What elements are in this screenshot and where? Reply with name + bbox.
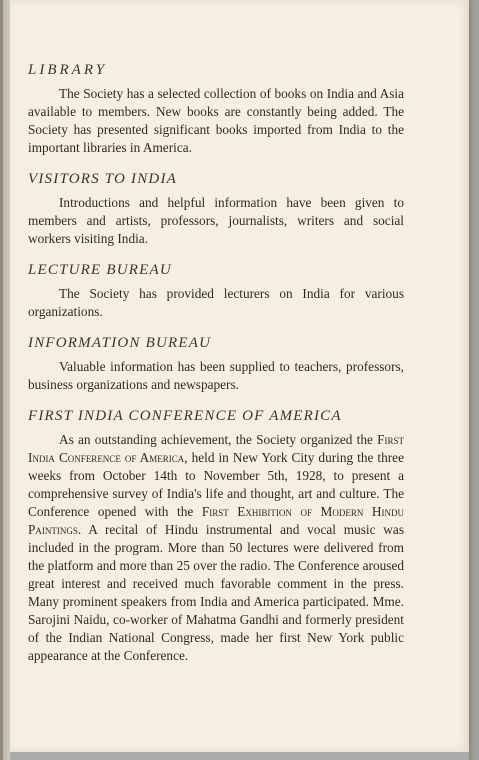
section-conference — [28, 408, 404, 665]
section-text — [28, 431, 404, 665]
exhibition-name: First Exhibition of Modern Hindu Paintings — [28, 504, 404, 537]
section-heading: FIRST INDIA CONFERENCE OF AMERICA — [28, 408, 342, 424]
section-text: Introductions and helpful information have been given to members and artists, professors, journalists, writers and social workers visiting India. — [28, 195, 404, 246]
section-heading: VISITORS TO INDIA — [28, 171, 178, 187]
section-text: Valuable information has been supplied to teachers, professors, business organizations and newspapers. — [28, 359, 404, 392]
conference-name: First India Conference of America — [28, 432, 404, 465]
page-bottom-edge — [10, 752, 469, 760]
text-run: As an outstanding achievement, the Society organized the — [59, 432, 378, 447]
section-heading: INFORMATION BUREAU — [28, 335, 212, 351]
text-run: , held in New York City during the three weeks from October 14th to November 5th, 1928, to present a comprehensive survey of India's life and thought, art and culture. The Conference opened with the — [28, 450, 404, 519]
section-information-bureau — [28, 335, 404, 394]
section-library — [28, 62, 404, 157]
section-text: The Society has a selected collection of books on India and Asia available to members. New books are constantly being added. The Society has presented significant books imported from India to the important libraries in America. — [28, 86, 404, 155]
page-content — [28, 62, 404, 679]
section-heading: LIBRARY — [28, 62, 108, 78]
text-run: . A recital of Hindu instrumental and vocal music was included in the program. More than 50 lectures were delivered from the platform and more than 25 over the radio. The Conference aroused great interest and received much favorable comment in the press. Many prominent speakers from India and America participated. Mme. Sarojini Naidu, co-worker of Mahatma Gandhi and formerly president of the Indian National Congress, made her first New York public appearance at the Conference. — [28, 522, 404, 663]
book-page — [10, 0, 470, 752]
section-text: The Society has provided lecturers on India for various organizations. — [28, 286, 404, 319]
page-stack-edge — [469, 0, 479, 760]
binding-shadow — [0, 0, 3, 760]
section-heading: LECTURE BUREAU — [28, 262, 172, 278]
section-visitors — [28, 171, 404, 248]
section-lecture-bureau — [28, 262, 404, 321]
